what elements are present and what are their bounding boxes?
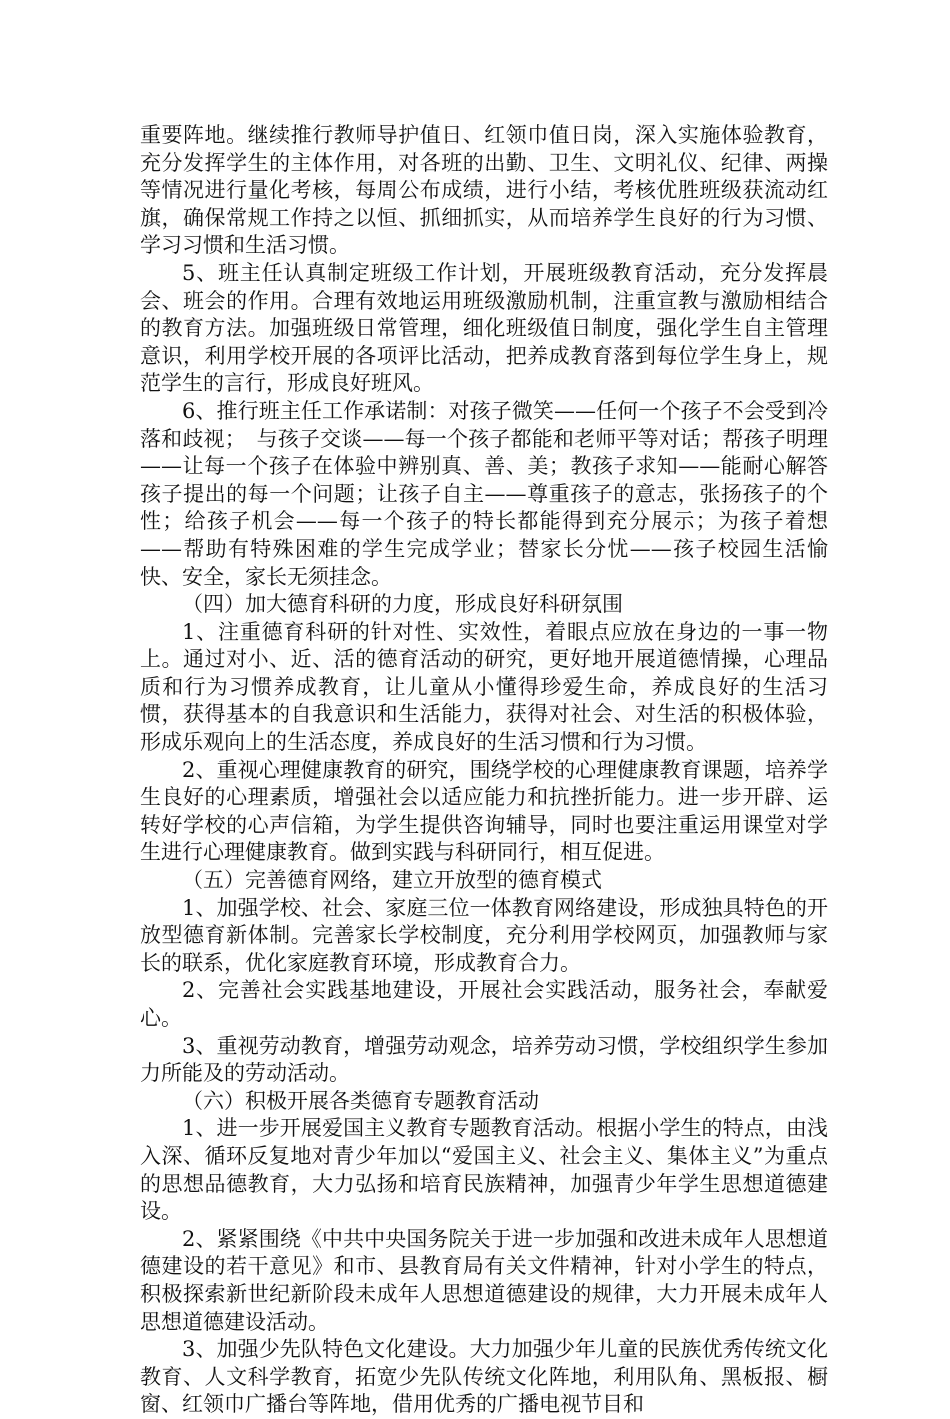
paragraph-item-1: 1、注重德育科研的针对性、实效性，着眼点应放在身边的一事一物上。通过对小、近、活的德育活动的研究，更好地开展道德情操，心理品质和行为习惯养成教育，让儿童从小懂得珍爱生命，养成良好的生活习惯，获得基本的自我意识和生活能力，获得对社会、对生活的积极体验，形成乐观向上的生活态度，养成良好的生活习惯和行为习惯。 (140, 619, 828, 755)
document-body (140, 122, 828, 1419)
paragraph-item-2: 2、重视心理健康教育的研究，围绕学校的心理健康教育课题，培养学生良好的心理素质，增强社会以适应能力和抗挫折能力。进一步开辟、运转好学校的心声信箱，为学生提供咨询辅导，同时也要注重运用课堂对学生进行心理健康教育。做到实践与科研同行，相互促进。 (140, 757, 828, 865)
section-heading-5: （五）完善德育网络，建立开放型的德育模式 (182, 868, 602, 893)
paragraph-item-1: 1、加强学校、社会、家庭三位一体教育网络建设，形成独具特色的开放型德育新体制。完善家长学校制度，充分利用学校网页，加强教师与家长的联系，优化家庭教育环境，形成教育合力。 (140, 895, 828, 975)
paragraph-item-2: 2、完善社会实践基地建设，开展社会实践活动，服务社会，奉献爱心。 (140, 978, 828, 1030)
paragraph-item-2: 2、紧紧围绕《中共中央国务院关于进一步加强和改进未成年人思想道德建设的若干意见》和市、县教育局有关文件精神，针对小学生的特点，积极探索新世纪新阶段未成年人思想道德建设的规律，大力开展未成年人思想道德建设活动。 (140, 1226, 828, 1334)
section-heading-6: （六）积极开展各类德育专题教育活动 (182, 1088, 539, 1113)
paragraph-item-3: 3、重视劳动教育，增强劳动观念，培养劳动习惯，学校组织学生参加力所能及的劳动活动。 (140, 1033, 828, 1086)
paragraph-item-5: 5、班主任认真制定班级工作计划，开展班级教育活动，充分发挥晨会、班会的作用。合理有效地运用班级激励机制，注重宣教与激励相结合的教育方法。加强班级日常管理，细化班级值日制度，强化学生自主管理意识，利用学校开展的各项评比活动，把养成教育落到每位学生身上，规范学生的言行，形成良好班风。 (140, 260, 828, 396)
paragraph-continued: 重要阵地。继续推行教师导护值日、红领巾值日岗，深入实施体验教育，充分发挥学生的主体作用，对各班的出勤、卫生、文明礼仪、纪律、两操等情况进行量化考核，每周公布成绩，进行小结，考核优胜班级获流动红旗，确保常规工作持之以恒、抓细抓实，从而培养学生良好的行为习惯、学习习惯和生活习惯。 (140, 123, 828, 258)
paragraph-item-3: 3、加强少先队特色文化建设。大力加强少年儿童的民族优秀传统文化教育、人文科学教育，拓宽少先队传统文化阵地，利用队角、黑板报、橱窗、红领巾广播台等阵地，借用优秀的广播电视节目和 (140, 1337, 828, 1417)
paragraph-item-6: 6、推行班主任工作承诺制：对孩子微笑——任何一个孩子不会受到冷落和歧视； 与孩子交谈——每一个孩子都能和老师平等对话；帮孩子明理——让每一个孩子在体验中辨别真、善、美；教孩子求知——能耐心解答孩子提出的每一个问题；让孩子自主——尊重孩子的意志，张扬孩子的个性；给孩子机会——每一个孩子的特长都能得到充分展示；为孩子着想——帮助有特殊困难的学生完成学业；替家长分忧——孩子校园生活愉快、安全，家长无须挂念。 (140, 398, 828, 589)
section-heading-4: （四）加大德育科研的力度，形成良好科研氛围 (182, 592, 623, 617)
paragraph-item-1: 1、进一步开展爱国主义教育专题教育活动。根据小学生的特点，由浅入深、循环反复地对青少年加以“爱国主义、社会主义、集体主义”为重点的思想品德教育，大力弘扬和培育民族精神，加强青少年学生思想道德建设。 (140, 1116, 828, 1224)
